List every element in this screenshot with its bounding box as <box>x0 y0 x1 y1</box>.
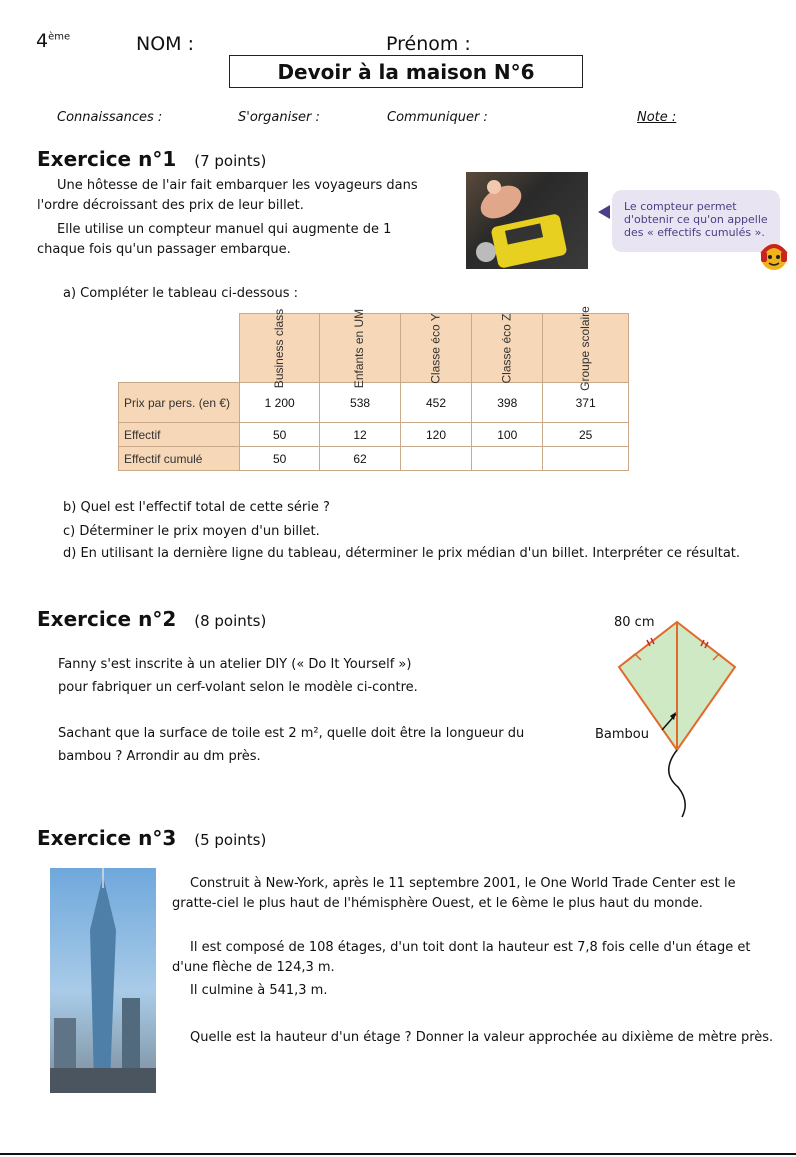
ex3-title: Exercice n°3 <box>37 826 177 850</box>
level-number: 4 <box>36 30 49 52</box>
col-header-business: Business class <box>240 314 320 383</box>
row-label-effectif: Effectif <box>119 423 240 447</box>
kite-string <box>669 750 685 817</box>
col-header-eco-y: Classe éco Y <box>400 314 471 383</box>
table-cell: 12 <box>320 423 400 447</box>
row-label-cumule: Effectif cumulé <box>119 447 240 471</box>
table-row <box>119 447 629 471</box>
table-cell: 25 <box>543 423 629 447</box>
table-corner <box>119 314 240 383</box>
kite-diagram <box>590 612 750 822</box>
ex3-line-2: gratte-ciel le plus haut de l'hémisphère Ouest, et le 6ème le plus haut du monde. <box>172 896 703 911</box>
ex3-heading <box>37 826 266 850</box>
table-cell: 62 <box>320 447 400 471</box>
ex1-heading <box>37 147 266 171</box>
level-sup: ème <box>48 31 71 43</box>
ex1-title: Exercice n°1 <box>37 147 177 171</box>
table-cell: 371 <box>543 383 629 423</box>
ex1-paragraph-2: Elle utilise un compteur manuel qui augmente de 1 chaque fois qu'un passager embarque. <box>37 222 392 257</box>
note-label: Note : <box>637 110 677 125</box>
tower-photo <box>50 868 156 1093</box>
table-cell-empty[interactable] <box>400 447 471 471</box>
ex2-line-3: Sachant que la surface de toile est 2 m², quelle doit être la longueur du <box>58 726 525 741</box>
ex3-line-4: d'une flèche de 124,3 m. <box>172 960 335 975</box>
col-header-groupe: Groupe scolaire <box>543 314 629 383</box>
row-label-price: Prix par pers. (en €) <box>119 383 240 423</box>
ex3-points: (5 points) <box>194 831 267 849</box>
table-row <box>119 383 629 423</box>
table-cell: 50 <box>240 447 320 471</box>
table-cell: 100 <box>472 423 543 447</box>
ex3-line-1: Construit à New-York, après le 11 septembre 2001, le One World Trade Center est le <box>190 876 736 891</box>
table-cell: 398 <box>472 383 543 423</box>
ex2-points: (8 points) <box>194 612 267 630</box>
ex3-line-5: Il culmine à 541,3 m. <box>190 983 328 998</box>
ex1-question-c: c) Déterminer le prix moyen d'un billet. <box>63 524 320 539</box>
table-cell: 50 <box>240 423 320 447</box>
kite-dimension-label: 80 cm <box>614 615 655 630</box>
frequency-table <box>118 306 629 471</box>
competence-connaissances: Connaissances : <box>57 110 163 125</box>
prenom-label: Prénom : <box>386 33 471 55</box>
table-cell-empty[interactable] <box>472 447 543 471</box>
tower-shape <box>90 876 116 1083</box>
table-header-row <box>119 314 629 383</box>
ex3-line-3: Il est composé de 108 étages, d'un toit dont la hauteur est 7,8 fois celle d'un étage et <box>190 940 751 955</box>
counter-illustration <box>466 172 588 269</box>
ex2-title: Exercice n°2 <box>37 607 177 631</box>
ex2-heading <box>37 607 266 631</box>
ex1-points: (7 points) <box>194 152 267 170</box>
ex2-line-4: bambou ? Arrondir au dm près. <box>58 749 261 764</box>
col-header-eco-z: Classe éco Z <box>472 314 543 383</box>
nom-label: NOM : <box>136 33 195 55</box>
info-bubble: Le compteur permet d'obtenir ce qu'on appelle des « effectifs cumulés ». <box>612 190 780 252</box>
table-cell: 1 200 <box>240 383 320 423</box>
ex1-question-a: a) Compléter le tableau ci-dessous : <box>63 286 299 301</box>
mascot-icon <box>758 240 790 272</box>
bubble-arrow-icon <box>598 205 610 219</box>
page-title: Devoir à la maison N°6 <box>229 55 583 88</box>
competence-organiser: S'organiser : <box>238 110 320 125</box>
ex2-line-2: pour fabriquer un cerf-volant selon le modèle ci-contre. <box>58 680 418 695</box>
table-row <box>119 423 629 447</box>
table-cell-empty[interactable] <box>543 447 629 471</box>
ex3-line-6: Quelle est la hauteur d'un étage ? Donner la valeur approchée au dixième de mètre près. <box>190 1030 774 1045</box>
ex1-paragraph-1: Une hôtesse de l'air fait embarquer les voyageurs dans l'ordre décroissant des prix de leur billet. <box>37 178 418 213</box>
ex2-line-1: Fanny s'est inscrite à un atelier DIY (« Do It Yourself ») <box>58 657 412 672</box>
ex1-question-d: d) En utilisant la dernière ligne du tableau, déterminer le prix médian d'un billet. Interpréter ce résultat. <box>63 546 741 561</box>
page-bottom-rule <box>0 1153 796 1155</box>
table-cell: 120 <box>400 423 471 447</box>
city-base <box>50 1068 156 1093</box>
competence-communiquer: Communiquer : <box>387 110 488 125</box>
counter-photo <box>466 172 588 269</box>
kite-bamboo-label: Bambou <box>595 727 649 742</box>
table-cell: 452 <box>400 383 471 423</box>
col-header-enfants: Enfants en UM <box>320 314 400 383</box>
ex1-question-b: b) Quel est l'effectif total de cette série ? <box>63 500 330 515</box>
table-cell: 538 <box>320 383 400 423</box>
level-label <box>36 30 70 52</box>
